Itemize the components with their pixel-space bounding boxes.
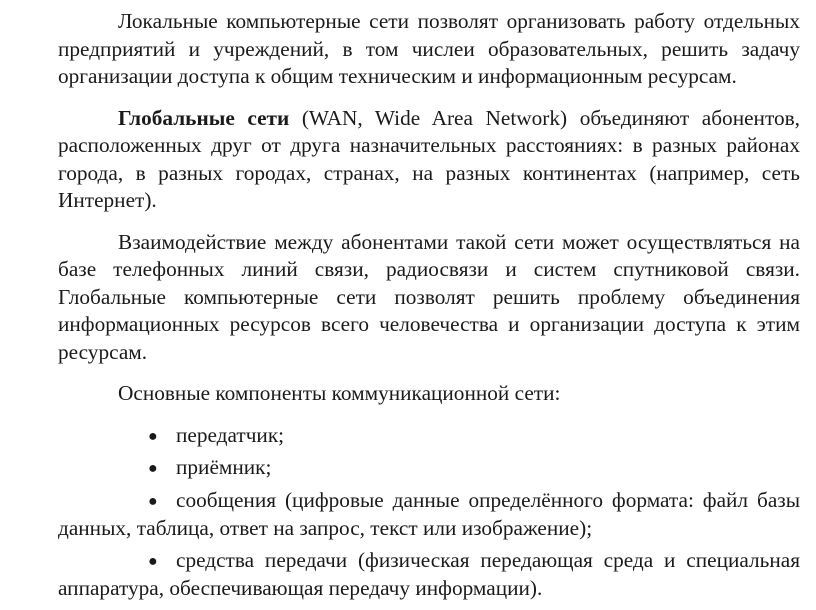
list-item xyxy=(58,454,800,483)
term-global-networks: Глобальные сети xyxy=(118,105,290,130)
paragraph-components-heading: Основные компоненты коммуникационной сети: xyxy=(118,381,561,405)
bullet-icon: ● xyxy=(148,427,158,445)
paragraph-local-networks: Локальные компьютерные сети позволят организовать работу отдельных предприятий и учреждений, в том числеи образовательных, решить задачу организации доступа к общим техническим и информационным ресурсам. xyxy=(58,9,800,88)
global-networks-definition: (WAN, Wide Area Network) объединяют абонентов, расположенных друг от друга назначительных расстояниях: в разных районах города, в разных городах, странах, на разных континентах (например, сеть Интернет). xyxy=(58,105,801,212)
list-item xyxy=(58,547,800,603)
list-item-text: передатчик; xyxy=(176,422,285,447)
list-item xyxy=(58,422,800,451)
paragraph-interaction: Взаимодействие между абонентами такой сети может осуществляться на базе телефонных линий связи, радиосвязи и систем спутниковой связи. Глобальные компьютерные сети позволят решить проблему объединения информационных ресурсов всего человечества и организации доступа к этим ресурсам. xyxy=(58,229,800,364)
list-item-text: средства передачи (физическая передающая среда и специальная аппаратура, обеспечивающая передачу информации). xyxy=(58,547,800,600)
document-page xyxy=(58,8,800,607)
components-list xyxy=(58,422,800,603)
paragraph-global-networks xyxy=(58,105,800,215)
list-item-text: сообщения (цифровые данные определённого формата: файл базы данных, таблица, ответ на запрос, текст или изображение); xyxy=(58,487,800,540)
bullet-icon: ● xyxy=(148,460,158,477)
bullet-icon: ● xyxy=(148,552,158,570)
bullet-icon: ● xyxy=(148,492,158,510)
list-item xyxy=(58,487,800,543)
list-item-text: приёмник; xyxy=(176,455,272,479)
